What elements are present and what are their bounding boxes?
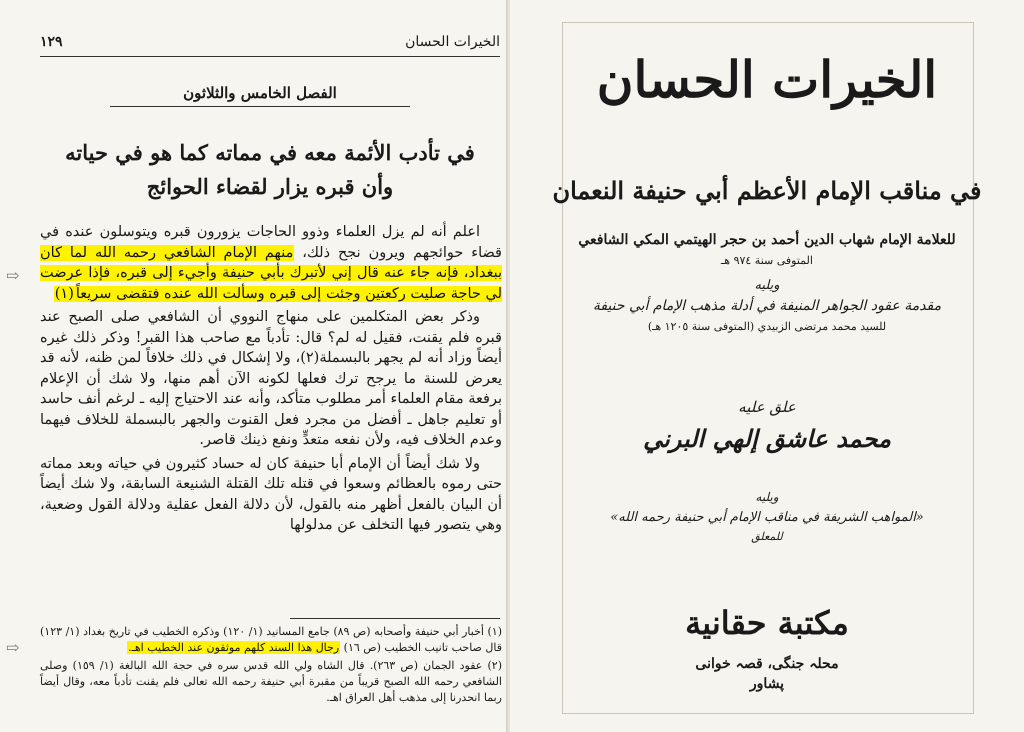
second-work-title: مقدمة عقود الجواهر المنيفة في أدلة مذهب الإمام أبي حنيفة: [592, 298, 942, 314]
footnote-ref-1: (١): [54, 285, 74, 302]
chapter-divider: [110, 106, 410, 107]
footnote-1-highlight: رجال هذا السند كلهم موثقون عند الخطيب اهـ.: [128, 641, 340, 654]
paragraph-3: ولا شك أيضاً أن الإمام أبا حنيفة كان له حساد كثيرون في حياته وبعد مماته حتى رموه بالعظائم وسعوا في قتله تلك القتلة الشنيعة السابقة، ولا شك أيضاً أن البيان بالفعل أظهر منه بالقول، لأن دلالة الفعل عقلية ودلالة القول وضعية، وهي يتصور فيها التخلف عن مدلولها: [40, 455, 502, 533]
publisher-city: پشاور: [749, 676, 785, 692]
section-title-line-2: وأن قبره يزار لقضاء الحوائج: [146, 174, 394, 199]
paragraph-1: [40, 222, 502, 304]
annotated-by-label: علق عليه: [738, 398, 796, 416]
running-head: [40, 30, 500, 57]
third-work-title: «المواهب الشريفة في مناقب الإمام أبي حنيفة رحمه الله»: [610, 510, 924, 525]
footnote-divider: [290, 618, 500, 619]
footnote-1: [40, 624, 502, 656]
footnote-1-text: (١) أخبار أبي حنيفة وأصحابه (ص ٨٩) جامع المسانيد (١/ ١٢٠) وذكره الخطيب في تاريخ بغداد (١/ ١٢٣) قال صاحب تانيب الخطيب (ص ١٦): [40, 625, 503, 654]
followed-by-label-2: ويليه: [755, 490, 779, 504]
paragraph-2: وذكر بعض المتكلمين على منهاج النووي أن الشافعي صلى الصبح عند قبره فلم يقنت، فقيل له لم؟ قال: تأدباً مع صاحب هذا القبر! وذكر ذلك غيره أيضاً وزاد أنه لم يجهر بالبسملة(٢)، ولا إشكال في ذلك خلافاً لمن ظنه، لأنه قد يعرض للسنة ما يرجح ترك فعلها لكونه الآن أهم منها، ولا شك أن الإعلام برفعة مقام العلماء أمر مطلوب متأكد، وأنه عند الاحتياج إليه ـ لرغم أنف حاسد أو تعليم جاهل ـ أفضل من مجرد فعل القنوت والجهر بالبسملة للخلاف فيهما وعدم الخلاف فيه، ولأن نفعه متعدٍّ ونفع ذينك قاصر.: [40, 309, 503, 448]
right-page-title: [510, 0, 1024, 732]
main-text: [40, 222, 502, 539]
highlighted-passage: منهم الإمام الشافعي رحمه الله لما كان ببغداد، فإنه جاء عنه قال إني لأتبرك بأبي حنيفة وأجيء إلى قبره، فإذا عرضت لي حاجة صليت ركعتين وجئت إلى قبره وسألت الله عنده فتقضى سريعاً: [40, 244, 502, 302]
book-subtitle: في مناقب الإمام الأعظم أبي حنيفة النعمان: [552, 176, 982, 205]
paragraph-1-intro: اعلم أنه لم يزل العلماء وذوو الحاجات يزورون قبره ويتوسلون عنده في قضاء حوائجهم ويرون نجح ذلك،: [40, 224, 502, 261]
second-work-author: للسيد محمد مرتضى الزبيدي (المتوفى سنة ١٢٠٥ هـ): [647, 320, 887, 333]
footnote-2: (٢) عقود الجمان (ص ٢٦٣). قال الشاه ولي الله قدس سره في حجة الله البالغة (١/ ١٥٩) وصلى الشافعي رحمه الله الصبح قريباً من مقبرة أبي حنيفة رحمه الله تعالى فلم يقنت تأدباً معه، وقال أيضاً ربما انحدرنا إلى مذهب أهل العراق اهـ.: [40, 659, 503, 704]
margin-arrow-icon: ⇨: [6, 266, 20, 285]
publisher-name: مكتبة حقانية: [685, 604, 849, 642]
section-title-line-1: في تأدب الأئمة معه في مماته كما هو في حياته: [65, 140, 475, 165]
annotator-name: محمد عاشق إلهي البرني: [643, 424, 891, 453]
author-death-date: المتوفى سنة ٩٧٤ هـ: [721, 254, 813, 267]
author-name: للعلامة الإمام شهاب الدين أحمد بن حجر الهيتمي المكي الشافعي: [578, 232, 956, 248]
followed-by-label: ويليه: [754, 278, 780, 293]
left-page: [0, 0, 508, 732]
publisher-address: محلہ جنگی، قصہ خوانی: [695, 656, 839, 672]
running-head-title: الخيرات الحسان: [405, 34, 500, 50]
footnote-arrow-icon: ⇨: [6, 638, 20, 657]
chapter-heading: الفصل الخامس والثلاثون: [183, 84, 337, 102]
footnotes: [40, 624, 502, 708]
page-number: ١٢٩: [40, 34, 63, 50]
book-title: الخيرات الحسان: [596, 50, 938, 109]
third-work-note: للمعلق: [751, 530, 783, 543]
